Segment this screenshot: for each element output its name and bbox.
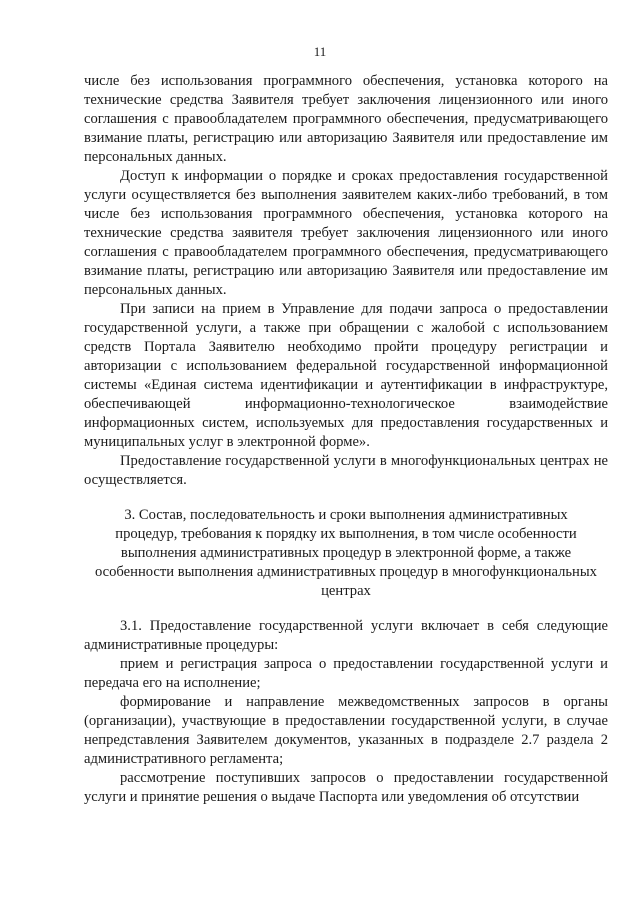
- page-number: 11: [313, 44, 327, 59]
- paragraph: прием и регистрация запроса о предоставлении государственной услуги и передача его на исполнение;: [84, 656, 608, 691]
- paragraph: 3.1. Предоставление государственной услуги включает в себя следующие административные процедуры:: [84, 618, 608, 653]
- section-heading: 3. Состав, последовательность и сроки выполнения административных процедур, требования к порядку их выполнения, в том числе особенности выполнения административных процедур в электронной форме, а также особенности выполнения административных процедур в многофункциональных центрах: [95, 507, 597, 599]
- paragraph: рассмотрение поступивших запросов о предоставлении государственной услуги и принятие решения о выдаче Паспорта или уведомления об отсутствии: [84, 770, 608, 805]
- document-body: [84, 72, 608, 807]
- heading-spacer: [84, 601, 608, 617]
- paragraph: Доступ к информации о порядке и сроках предоставления государственной услуги осуществляется без выполнения заявителем каких-либо требований, в том числе без использования программного обеспечения, установка которого на технические средства заявителя требует заключения лицензионного или иного соглашения с правообладателем программного обеспечения, предусматривающего взимание платы, регистрацию или авторизацию Заявителя или предоставление им персональных данных.: [84, 168, 608, 298]
- paragraph: Предоставление государственной услуги в многофункциональных центрах не осуществляется.: [84, 453, 608, 488]
- paragraph: При записи на прием в Управление для подачи запроса о предоставлении государственной услуги, а также при обращении с жалобой с использованием средств Портала Заявителю необходимо пройти процедуру регистрации и авторизации с использованием федеральной государственной информационной системы «Единая система идентификации и аутентификации в инфраструктуре, обеспечивающей информационно-технологическое взаимодействие информационных систем, используемых для предоставления государственных и муниципальных услуг в электронной форме».: [84, 301, 608, 450]
- paragraph: числе без использования программного обеспечения, установка которого на технические средства Заявителя требует заключения лицензионного или иного соглашения с правообладателем программного обеспечения, предусматривающего взимание платы, регистрацию или авторизацию Заявителя или предоставление им персональных данных.: [84, 73, 608, 165]
- paragraph: формирование и направление межведомственных запросов в органы (организации), участвующие в предоставлении государственной услуги, в случае непредставления Заявителем документов, указанных в подразделе 2.7 раздела 2 административного регламента;: [84, 694, 608, 767]
